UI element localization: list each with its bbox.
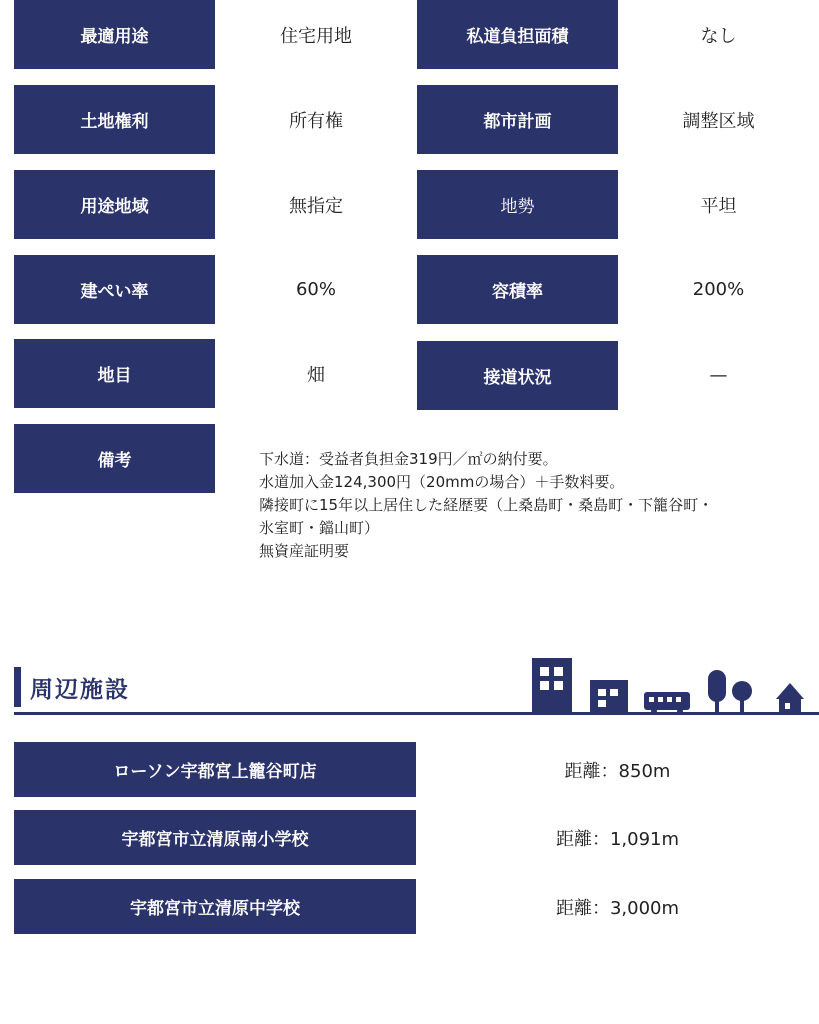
value-floor-area-ratio: 200% bbox=[692, 279, 745, 300]
label-use-district: 用途地域 bbox=[14, 170, 215, 239]
facility-name: 宇都宮市立清原中学校 bbox=[14, 879, 416, 934]
remarks-line: 水道加入金124,300円（20mmの場合）＋手数料要。 bbox=[259, 473, 625, 491]
label-land-category: 地目 bbox=[14, 339, 215, 408]
label-floor-area-ratio: 容積率 bbox=[417, 255, 618, 324]
facility-distance: 距離：850m bbox=[564, 760, 671, 782]
value-land-category: 畑 bbox=[307, 364, 325, 386]
label-best-use: 最適用途 bbox=[14, 0, 215, 69]
section-divider bbox=[14, 712, 819, 715]
remarks-line: 無資産証明要 bbox=[259, 542, 350, 560]
facility-name: ローソン宇都宮上籠谷町店 bbox=[14, 742, 416, 797]
label-building-coverage: 建ぺい率 bbox=[14, 255, 215, 324]
facility-distance: 距離：1,091m bbox=[555, 828, 680, 850]
label-city-planning: 都市計画 bbox=[417, 85, 618, 154]
label-remarks: 備考 bbox=[14, 424, 215, 493]
building-icon bbox=[532, 658, 572, 714]
town-illustration bbox=[528, 656, 819, 714]
remarks-line: 下水道：受益者負担金319円／㎡の納付要。 bbox=[259, 450, 558, 468]
remarks-text bbox=[259, 448, 819, 563]
label-land-rights: 土地権利 bbox=[14, 85, 215, 154]
tree-icon bbox=[708, 670, 752, 714]
label-private-road-area: 私道負担面積 bbox=[417, 0, 618, 69]
facility-name: 宇都宮市立清原南小学校 bbox=[14, 810, 416, 865]
shop-icon bbox=[590, 680, 628, 714]
house-icon bbox=[776, 683, 804, 714]
label-terrain: 地勢 bbox=[417, 170, 618, 239]
value-terrain: 平坦 bbox=[700, 195, 737, 217]
section-title: 周辺施設 bbox=[30, 676, 130, 703]
remarks-line: 隣接町に15年以上居住した経歴要（上桑島町・桑島町・下籠谷町・ bbox=[259, 496, 714, 514]
value-building-coverage: 60% bbox=[295, 279, 336, 300]
facility-distance: 距離：3,000m bbox=[555, 897, 680, 919]
label-road-access: 接道状況 bbox=[417, 341, 618, 410]
value-private-road-area: なし bbox=[700, 25, 737, 47]
bus-icon bbox=[644, 692, 690, 714]
remarks-line: 氷室町・鐺山町） bbox=[259, 519, 380, 537]
value-land-rights: 所有権 bbox=[289, 110, 343, 132]
section-accent-bar bbox=[14, 667, 21, 707]
value-best-use: 住宅用地 bbox=[280, 25, 352, 47]
value-city-planning: 調整区域 bbox=[682, 110, 755, 132]
value-use-district: 無指定 bbox=[289, 195, 343, 217]
value-road-access: — bbox=[709, 365, 728, 386]
